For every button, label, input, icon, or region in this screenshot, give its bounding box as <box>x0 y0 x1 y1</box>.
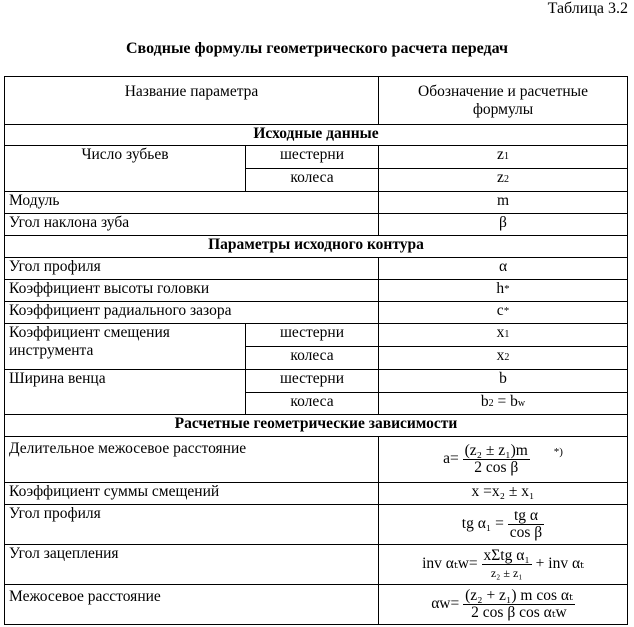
addendum-label: Коэффициент высоты головки <box>5 280 379 302</box>
table-title: Сводные формулы геометрического расчета передач <box>126 40 508 57</box>
helix-label: Угол наклона зуба <box>5 214 379 236</box>
a-numerator: (z₂ ± z₁)m <box>464 442 528 459</box>
bw-sub: w <box>517 398 526 409</box>
x1-sub: 1 <box>504 329 510 340</box>
module-symbol: m <box>379 192 628 214</box>
section-initial <box>5 125 628 146</box>
inv-numerator: xΣtg α₁ <box>483 547 530 564</box>
addendum-main: h <box>496 280 505 297</box>
b2-formula <box>379 393 628 415</box>
header-param: Название параметра <box>5 77 379 125</box>
aw-denominator: 2 cos β cos αₜw <box>471 604 567 621</box>
row-calc-profile <box>5 505 628 545</box>
shift-label-line1: Коэффициент смещения <box>9 324 170 341</box>
width-label: Ширина венца <box>5 370 246 415</box>
ref-center-label: Делительное межосевое расстояние <box>5 437 379 483</box>
table-number: Таблица 3.2 <box>547 0 628 17</box>
xs-formula <box>379 483 628 505</box>
a-math <box>443 442 563 476</box>
inv-rhs: + inv αₜ <box>535 555 584 573</box>
row-teeth-pinion <box>5 146 628 169</box>
z2-symbol <box>379 169 628 192</box>
clearance-label: Коэффициент радиального зазора <box>5 302 379 324</box>
row-profile <box>5 258 628 280</box>
aw-formula <box>379 585 628 625</box>
row-mesh-angle <box>5 545 628 585</box>
b2-sub: 2 <box>488 398 494 409</box>
module-label: Модуль <box>5 192 379 214</box>
shift-label <box>5 324 246 370</box>
z1-main: z <box>497 146 504 163</box>
row-addendum <box>5 280 628 302</box>
calc-profile-label: Угол профиля <box>5 505 379 545</box>
x2-symbol <box>379 347 628 370</box>
z1-sub: 1 <box>503 151 509 162</box>
a-formula <box>379 437 628 483</box>
section-calc <box>5 415 628 437</box>
tg-numerator: tg α <box>508 508 544 525</box>
row-helix <box>5 214 628 236</box>
header-formula <box>379 77 628 125</box>
section-initial-label: Исходные данные <box>5 125 628 146</box>
a-fraction <box>463 443 530 476</box>
z1-symbol <box>379 146 628 169</box>
clearance-star: * <box>503 305 510 317</box>
tg-denominator: cos β <box>509 524 543 541</box>
inv-formula <box>379 545 628 585</box>
a-denominator: 2 cos β <box>474 459 519 476</box>
row-width-pinion <box>5 370 628 393</box>
a-footnote-mark: *) <box>553 446 563 458</box>
aw-numerator: (z₂ + z₁) m cos αₜ <box>465 587 573 604</box>
width-symbol: b <box>379 370 628 393</box>
inv-denominator: z₂ ± z₁ <box>490 566 523 580</box>
shift-wheel-label: колеса <box>246 347 379 370</box>
inv-lhs: inv αₜw= <box>422 555 478 573</box>
profile-symbol: α <box>379 258 628 280</box>
aw-lhs: αw= <box>431 595 460 613</box>
row-clearance <box>5 302 628 324</box>
inv-math <box>422 547 584 580</box>
clearance-symbol <box>379 302 628 324</box>
addendum-star: * <box>504 283 510 295</box>
tg-math <box>461 507 544 541</box>
shift-label-line2: инструмента <box>9 342 94 359</box>
x1-symbol <box>379 324 628 347</box>
clearance-main: c <box>496 302 504 319</box>
row-center-dist <box>5 585 628 625</box>
b2-main: b <box>480 393 489 410</box>
formula-table <box>4 76 628 625</box>
pinion-label: шестерни <box>246 146 379 169</box>
shift-pinion-label: шестерни <box>246 324 379 347</box>
section-contour-label: Параметры исходного контура <box>5 236 628 258</box>
x2-sub: 2 <box>504 352 510 363</box>
addendum-symbol <box>379 280 628 302</box>
z2-main: z <box>497 169 504 186</box>
mesh-angle-label: Угол зацепления <box>5 545 379 585</box>
section-contour <box>5 236 628 258</box>
section-calc-label: Расчетные геометрические зависимости <box>5 415 628 437</box>
aw-math <box>431 587 575 621</box>
b2-eq: = b <box>493 393 518 410</box>
center-dist-label: Межосевое расстояние <box>5 585 379 625</box>
x1-main: x <box>496 324 505 341</box>
a-lhs: a= <box>443 450 459 468</box>
row-module <box>5 192 628 214</box>
wheel-label: колеса <box>246 169 379 192</box>
aw-fraction <box>463 588 575 621</box>
tg-formula <box>379 505 628 545</box>
header-row <box>5 77 628 125</box>
sum-shift-label: Коэффициент суммы смещений <box>5 483 379 505</box>
row-sum-shift <box>5 483 628 505</box>
helix-symbol: β <box>379 214 628 236</box>
width-pinion-label: шестерни <box>246 370 379 393</box>
row-ref-center <box>5 437 628 483</box>
width-wheel-label: колеса <box>246 393 379 415</box>
tg-fraction <box>508 508 544 541</box>
x2-main: x <box>496 347 505 364</box>
row-shift-pinion <box>5 324 628 347</box>
header-formula-line2: формулы <box>472 101 534 118</box>
xs-lhs: x <box>471 483 480 500</box>
header-formula-line1: Обозначение и расчетные <box>418 83 588 100</box>
teeth-label: Число зубьев <box>5 146 246 192</box>
inv-fraction <box>482 548 532 581</box>
xs-rhs: =x₂ ± x₁ <box>479 483 535 500</box>
z2-sub: 2 <box>503 174 509 185</box>
tg-lhs: tg α₁ = <box>461 515 504 533</box>
profile-label: Угол профиля <box>5 258 379 280</box>
